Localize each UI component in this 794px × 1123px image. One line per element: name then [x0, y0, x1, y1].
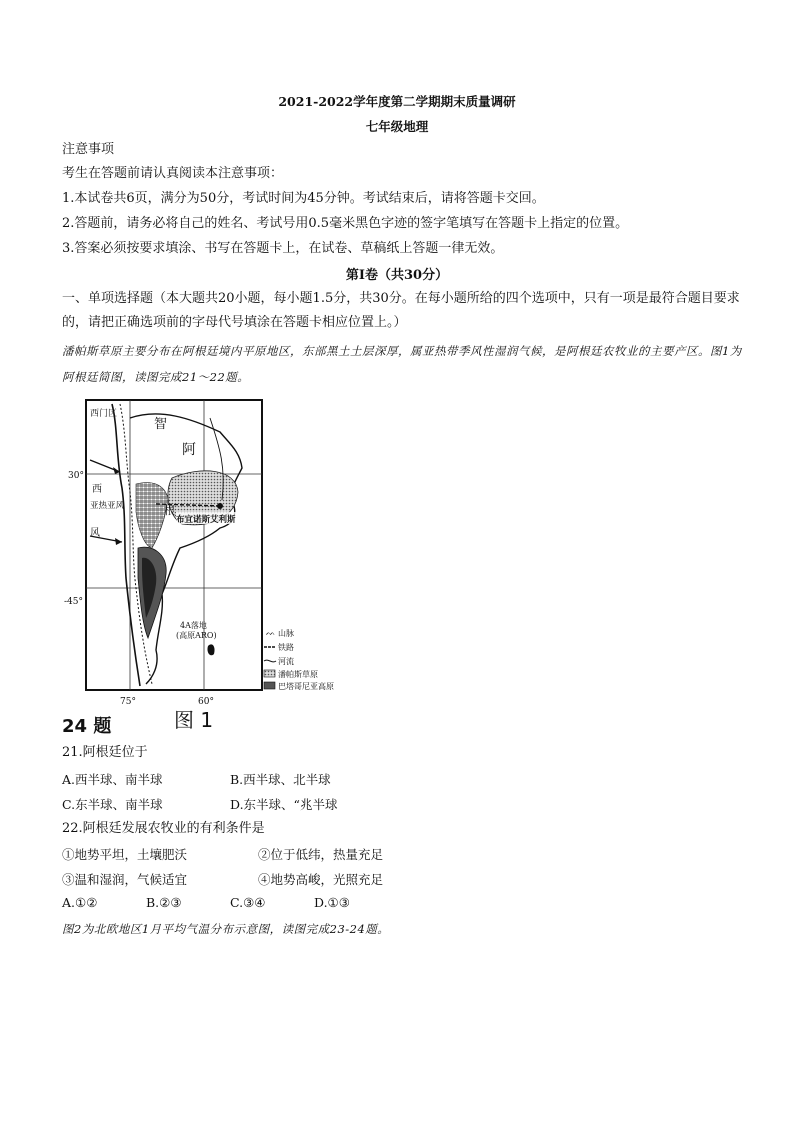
notice-intro: 考生在答题前请认真阅读本注意事项： [62, 166, 284, 181]
capital-label: 布宜诺斯艾利斯 [176, 515, 236, 525]
map-label-arg-char: 根 [164, 504, 175, 517]
notice-item-2: 2.答题前，请务必将自己的姓名、考试号用0.5毫米黑色字迹的签字笔填写在答题卡上指定的位置。 [62, 216, 629, 231]
lon-75-label: 75° [120, 697, 136, 707]
notice-item-1: 1.本试卷共6页，满分为50分，考试时间为45分钟。考试结束后，请将答题卡交回。 [62, 191, 545, 206]
legend-mountain: 山脉 [278, 629, 294, 638]
notice-item-3: 3.答案必须按要求填涂、书写在答题卡上，在试卷、草稿纸上答题一律无效。 [62, 241, 504, 256]
wind-label-2: 亚热亚风 [90, 501, 125, 511]
region-note-2: (高原ARO) [176, 631, 217, 640]
notice-heading: 注意事项 [62, 142, 115, 157]
map-label-chile: 智 [154, 417, 168, 432]
q22-condition-4: ④地势高峻，光照充足 [258, 872, 384, 887]
q22-option-b[interactable]: B.②③ [146, 895, 182, 910]
section-instruction: 一、单项选择题（本大题共20小题，每小题1.5分，共30分。在每小题所给的四个选项中，只有一项是最符合题目要求的，请把正确选项前的字母代号填涂在答题卡相应位置上。） [62, 291, 740, 330]
q21-option-b[interactable]: B.西半球、北半球 [230, 772, 331, 787]
svg-text:ᨓ: ᨓ [266, 628, 276, 637]
exam-subtitle: 七年级地理 [365, 119, 429, 134]
legend-pampas: 潘帕斯草原 [278, 670, 318, 679]
q21-option-c[interactable]: C.东半球、南半球 [62, 797, 163, 812]
map-legend [264, 628, 334, 691]
q21-option-d[interactable]: D.东半球、“兆半球 [230, 797, 338, 812]
passage-2: 图2为北欧地区1月平均气温分布示意图，读图完成23-24题。 [62, 922, 390, 936]
argentina-map [60, 388, 370, 708]
q22-condition-1: ①地势平坦，土壤肥沃 [62, 847, 188, 862]
q21-stem: 21.阿根廷位于 [62, 745, 148, 760]
question-24-fragment: 24 题 [62, 716, 112, 737]
passage-1: 潘帕斯草原主要分布在阿根廷境内平原地区，东部黑土土层深厚，属亚热带季风性湿润气候，是阿根廷农牧业的主要产区。图1为阿根廷简图，读图完成21～22题。 [62, 344, 742, 384]
section-title: 第Ⅰ卷（共30分） [345, 268, 449, 283]
q22-option-d[interactable]: D.①③ [314, 895, 350, 910]
lon-60-label: 60° [198, 697, 214, 707]
legend-river: 河流 [278, 657, 294, 666]
figure-1-caption: 图 1 [174, 708, 214, 732]
q21-option-a[interactable]: A.西半球、南半球 [62, 772, 163, 787]
lat-30-label: 30° [68, 471, 84, 481]
q22-option-c[interactable]: C.③④ [230, 895, 266, 910]
q22-condition-3: ③温和湿润，气候适宜 [62, 872, 188, 887]
map-label-argentina: 阿 [182, 442, 196, 458]
map-label-northwest: 西门区 [90, 409, 118, 419]
q22-condition-2: ②位于低纬，热量充足 [258, 847, 384, 862]
q22-option-a[interactable]: A.①② [62, 895, 98, 910]
lat-45-label: -45° [64, 597, 83, 607]
wind-label-1: 西 [92, 484, 102, 495]
legend-patagonia: 巴塔哥尼亚高原 [278, 682, 334, 691]
q22-stem: 22.阿根廷发展农牧业的有利条件是 [62, 821, 265, 836]
region-note-1: 4A落地 [180, 621, 207, 630]
wind-label-3: 风 [90, 528, 100, 539]
legend-railway: 铁路 [278, 643, 294, 652]
exam-title: 2021-2022学年度第二学期期末质量调研 [278, 94, 516, 109]
